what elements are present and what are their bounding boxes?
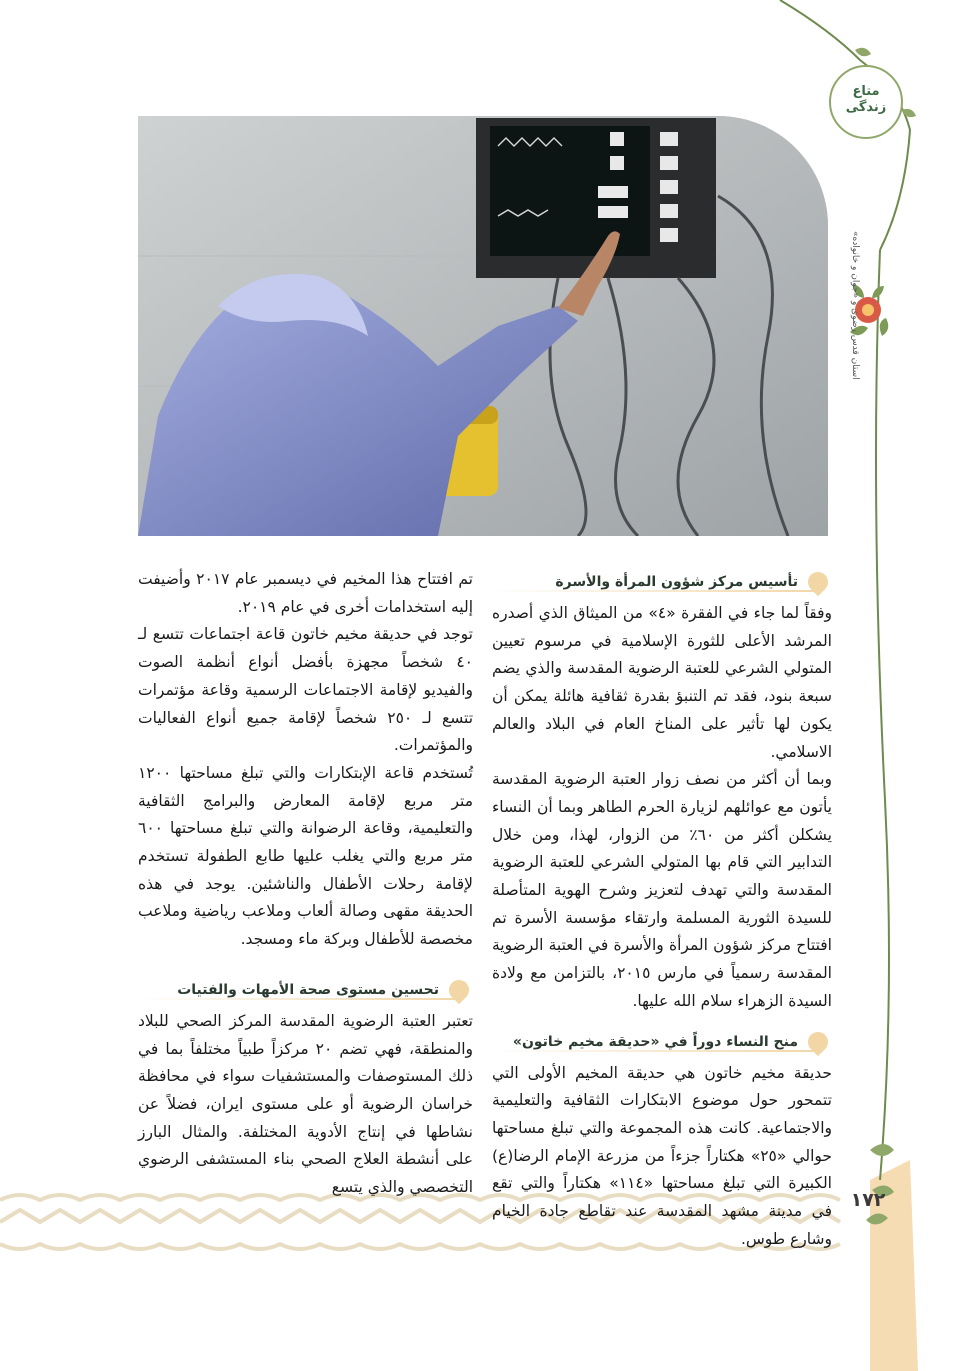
- section-heading: [138, 978, 473, 1002]
- paragraph: تم افتتاح هذا المخيم في ديسمبر عام ٢٠١٧ وأضيفت إليه استخدامات أخرى في عام ٢٠١٩.: [138, 570, 473, 616]
- section-heading: [492, 570, 832, 594]
- section-heading: [492, 1030, 832, 1054]
- heading-underline: [492, 590, 820, 592]
- paragraph: تُستخدم قاعة الإبتكارات والتي تبلغ مساحتها ١٢٠٠ متر مربع لإقامة المعارض والبرامج الثقافية والتعليمية، وقاعة الرضوانة والتي تبلغ مساحتها ٦٠٠ متر مربع والتي يغلب عليها طابع الطفولة تستخدم لإقامة رحلات الأطفال والناشئين. يوجد في هذه الحديقة مقهى وصالة ألعاب وملاعب رياضية وملاعب مخصصة للأطفال وبركة ماء ومسجد.: [138, 763, 473, 949]
- side-caption: آستان قدس رضوی و «جوان و خانواده»: [850, 231, 860, 380]
- paragraph: تعتبر العتبة الرضوية المقدسة المركز الصحي للبلاد والمنطقة، فهي تضم ٢٠ مركزاً طبياً مختلفاً بما في ذلك المستوصفات والمستشفيات سواء في محافظة خراسان الرضوية أو على مستوى ايران، فضلاً عن نشاطها في إنتاج الأدوية المختلفة. والمثال البارز على أنشطة العلاج الصحي بناء المستشفى الرضوي التخصصي والذي يتسع: [138, 1011, 473, 1197]
- hospital-monitor-photo: [138, 116, 828, 536]
- heading-text: تأسيس مركز شؤون المرأة والأسرة: [549, 574, 798, 590]
- logo-text: متاع زندگی: [845, 84, 887, 115]
- heading-underline: [138, 998, 461, 1000]
- left-column: [138, 566, 473, 1202]
- right-column: [492, 570, 832, 1253]
- heading-text: تحسين مستوى صحة الأمهات والفتيات: [171, 982, 439, 998]
- paragraph: توجد في حديقة مخيم خاتون قاعة اجتماعات تتسع لـ ٤٠ شخصاً مجهزة بأفضل أنواع أنظمة الصوت والفيديو لإقامة الاجتماعات الرسمية وقاعة مؤتمرات تتسع لـ ٢٥٠ شخصاً لإقامة جميع أنواع الفعاليات والمؤتمرات.: [138, 625, 474, 755]
- main-photo: [138, 116, 828, 536]
- heading-text: منح النساء دوراً في «حديقة مخيم خاتون»: [507, 1034, 798, 1050]
- page-number: ١٧٢: [850, 1189, 886, 1211]
- paragraph: حديقة مخيم خاتون هي حديقة المخيم الأولى التي تتمحور حول موضوع الابتكارات الثقافية والتعليمية والاجتماعية. كانت هذه المجموعة والتي تبلغ مساحتها حوالي «٢٥» هكتاراً جزءاً من مزرعة الإمام الرضا(ع) الكبيرة التي تبلغ مساحتها «١١٤» هكتاراً والتي تقع في مدينة مشهد المقدسة عند تقاطع جادة الخيام وشارع طوس.: [492, 1063, 832, 1248]
- right-vine: [876, 250, 889, 1180]
- paragraph: وبما أن أكثر من نصف زوار العتبة الرضوية المقدسة يأتون مع عوائلهم لزيارة الحرم الطاهر وبما أن النساء يشكلن أكثر من ٦٠٪ من الزوار، لهذا، ومن خلال التدابير التي قام بها المتولي الشرعي للعتبة الرضوية المقدسة والتي تهدف لتعزيز وشرح الهوية المتأصلة للسيدة الثورية المسلمة وارتقاء مؤسسة الأسرة تم افتتاح مركز شؤون المرأة والأسرة في العتبة الرضوية المقدسة رسمياً في مارس ٢٠١٥، بالتزامن مع ولادة السيدة الزهراء سلام الله عليها.: [492, 770, 832, 1010]
- paragraph: وفقاً لما جاء في الفقرة «٤» من الميثاق الذي أصدره المرشد الأعلى للثورة الإسلامية في مرسوم تعيين المتولي الشرعي للعتبة الرضوية المقدسة والذي يضم سبعة بنود، فقد تم التنبؤ بقدرة ثقافية هائلة يمكن أن يكون لها تأثير على المناخ العام في البلاد والعالم الاسلامي.: [492, 604, 832, 761]
